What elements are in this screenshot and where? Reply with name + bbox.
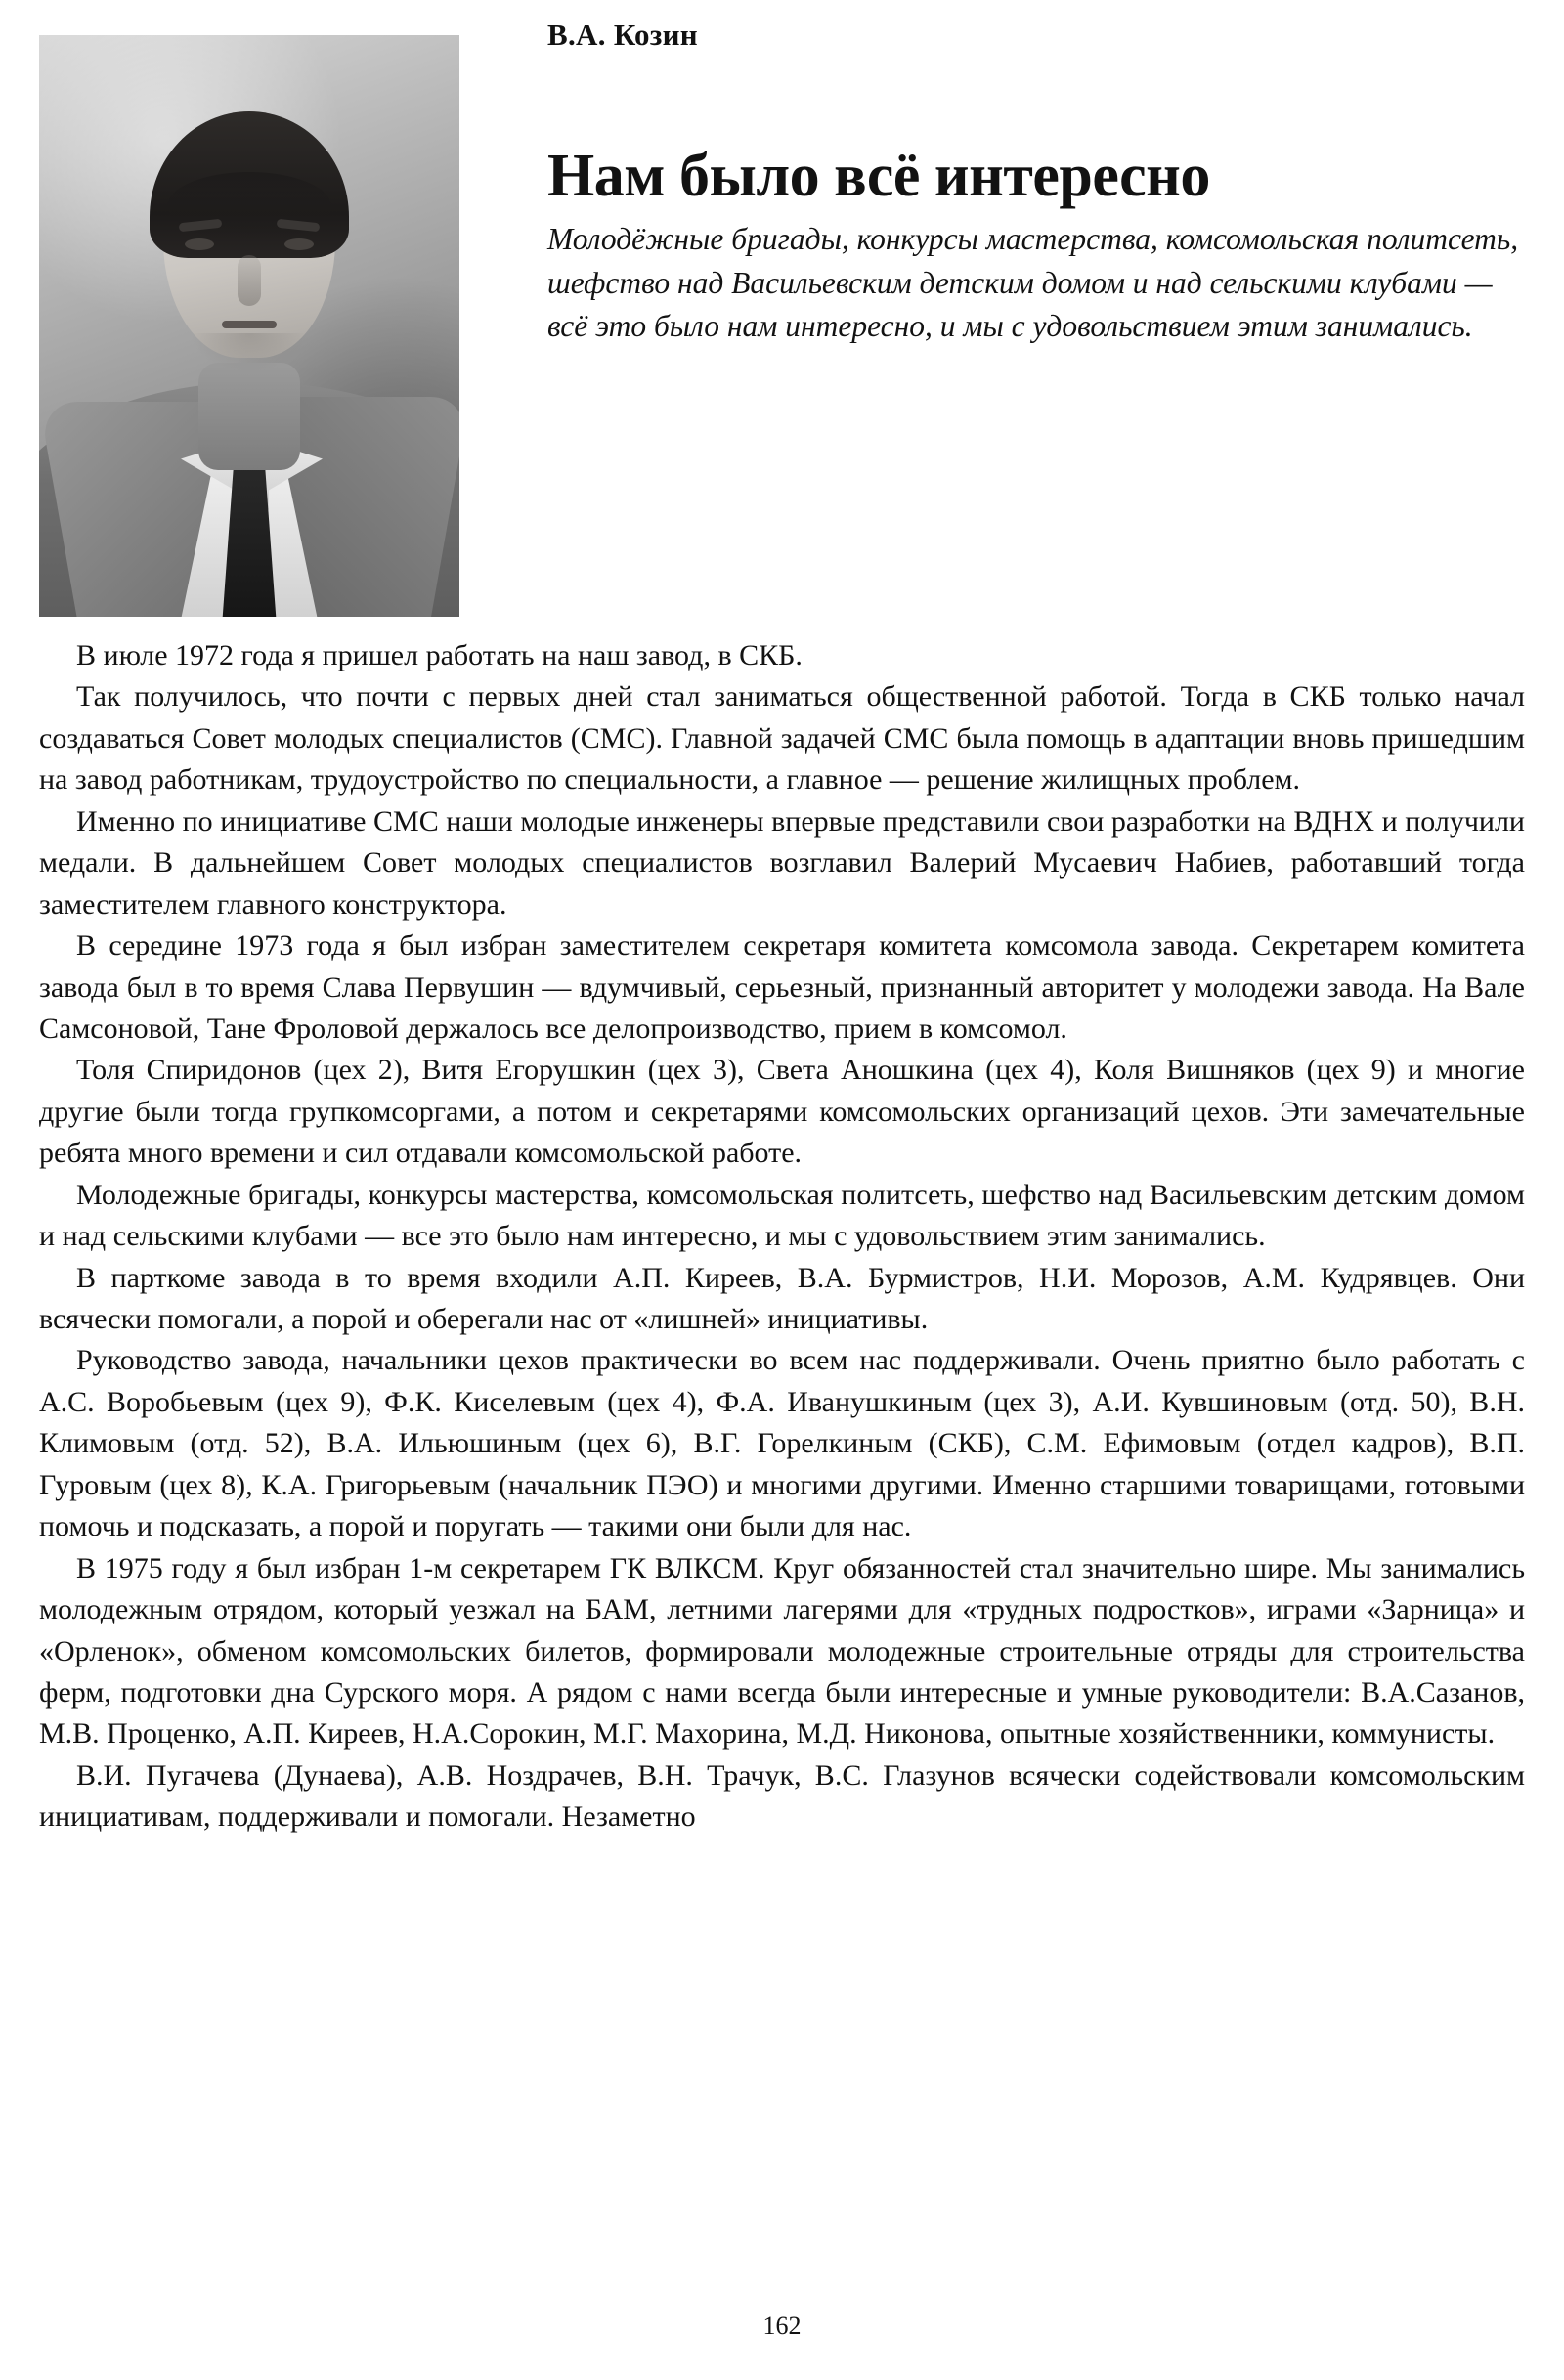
article-header	[39, 18, 1523, 604]
paragraph: Именно по инициативе СМС наши молодые инженеры впервые представили свои разработки на ВДНХ и получили медали. В дальнейшем Совет молодых специалистов возглавил Валерий Мусаевич Набиев, работавший тогда заместителем главного конструктора.	[39, 804, 1525, 921]
paragraph: Молодежные бригады, конкурсы мастерства, комсомольская политсеть, шефство над Васильевским детским домом и над сельскими клубами — все это было нам интересно, и мы с удовольствием этим занимались.	[39, 1178, 1525, 1253]
paragraph: Толя Спиридонов (цех 2), Витя Егорушкин (цех 3), Света Аношкина (цех 4), Коля Вишняков (цех 9) и многие другие были тогда групкомсоргами, а потом и секретарями комсомольских организаций цехов. Эти замечательные ребята много времени и сил отдавали комсомольской работе.	[39, 1054, 1525, 1170]
paragraph: В 1975 году я был избран 1-м секретарем ГК ВЛКСМ. Круг обязанностей стал значительно шире. Мы занимались молодежным отрядом, который уезжал на БАМ, летними лагерями для «трудных подростков», играми «Зарница» и «Орленок», обменом комсомольских билетов, формировали молодежные строительные отряды для строительства ферм, подготовки дна Сурского моря. А рядом с нами всегда были интересные и умные руководители: В.А.Сазанов, М.В. Проценко, А.П. Киреев, Н.А.Сорокин, М.Г. Махорина, М.Д. Никонова, опытные хозяйственники, коммунисты.	[39, 1551, 1525, 1751]
portrait-eye-left	[185, 238, 214, 250]
author-portrait-photo	[39, 35, 459, 617]
portrait-chin-shadow	[191, 333, 308, 372]
page-number: 162	[762, 2312, 802, 2340]
author-byline: В.А. Козин	[547, 18, 698, 52]
portrait-mouth	[222, 321, 277, 328]
article-lede: Молодёжные бригады, конкурсы мастерства, комсомольская политсеть, шефство над Васильевским детским домом и над сельскими клубами — всё это было нам интересно, и мы с удовольствием этим занимались.	[547, 222, 1519, 344]
paragraph: В середине 1973 года я был избран заместителем секретаря комитета комсомола завода. Секретарем комитета завода был в то время Слава Первушин — вдумчивый, серьезный, признанный авторитет у молодежи завода. На Вале Самсоновой, Тане Фроловой держалось все делопроизводство, прием в комсомол.	[39, 930, 1525, 1045]
portrait-neck	[198, 363, 300, 470]
article-title: Нам было всё интересно	[547, 142, 1210, 209]
paragraph: Руководство завода, начальники цехов практически во всем нас поддерживали. Очень приятно было работать с А.С. Воробьевым (цех 9), Ф.К. Киселевым (цех 4), Ф.А. Иванушкиным (цех 3), А.И. Кувшиновым (отд. 50), В.Н. Климовым (отд. 52), В.А. Ильюшиным (цех 6), В.Г. Горелкиным (СКБ), С.М. Ефимовым (отдел кадров), В.П. Гуровым (цех 8), К.А. Григорьевым (начальник ПЭО) и многими другими. Именно старшими товарищами, готовыми помочь и подсказать, а порой и поругать — такими они были для нас.	[39, 1344, 1525, 1543]
article-body	[39, 635, 1525, 1839]
paragraph: В.И. Пугачева (Дунаева), А.В. Ноздрачев, В.Н. Трачук, В.С. Глазунов всячески содействовали комсомольским инициативам, поддерживали и помогали. Незаметно	[39, 1758, 1525, 1834]
paragraph: В парткоме завода в то время входили А.П. Киреев, В.А. Бурмистров, Н.И. Морозов, А.М. Кудрявцев. Они всячески помогали, а порой и оберегали нас от «лишней» инициативы.	[39, 1261, 1525, 1335]
portrait-nose	[238, 255, 261, 306]
paragraph: В июле 1972 года я пришел работать на наш завод, в СКБ.	[76, 639, 803, 671]
portrait-eye-right	[284, 238, 314, 250]
paragraph: Так получилось, что почти с первых дней стал заниматься общественной работой. Тогда в СКБ только начал создаваться Совет молодых специалистов (СМС). Главной задачей СМС была помощь в адаптации вновь пришедшим на завод работникам, трудоустройство по специальности, а главное — решение жилищных проблем.	[39, 680, 1525, 797]
